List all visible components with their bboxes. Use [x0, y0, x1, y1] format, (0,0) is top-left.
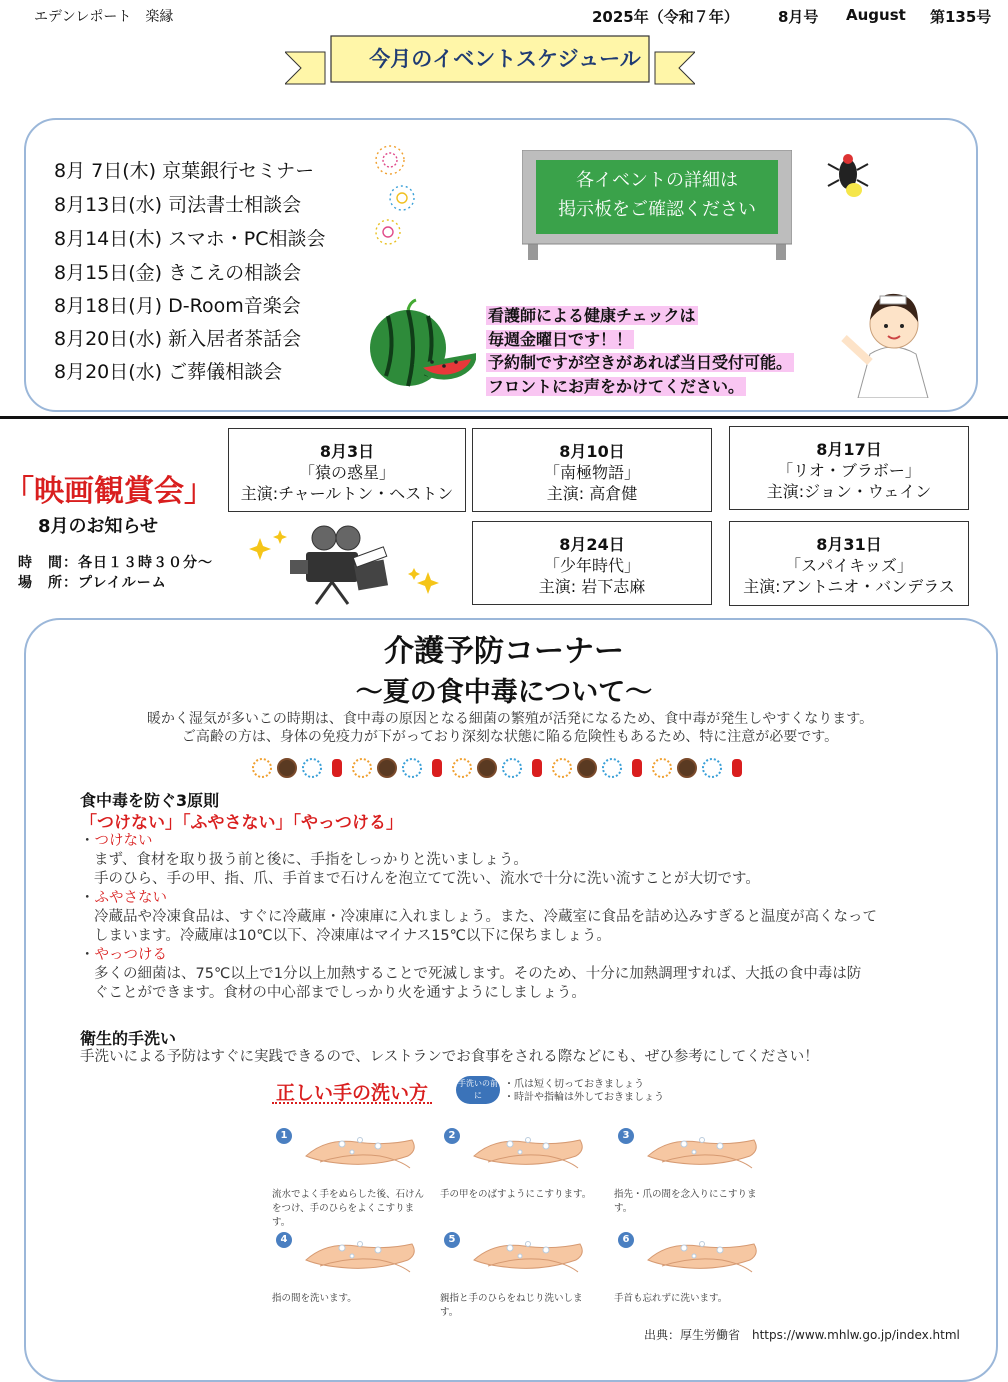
board-line: 各イベントの詳細は — [576, 170, 738, 191]
movie-date: 8月17日 — [816, 440, 882, 459]
decoration-mark — [478, 759, 496, 777]
principle-name: ふやさない — [94, 890, 167, 906]
step-caption: 流水でよく手をぬらした後、石けんをつけ、手のひらをよくこすります。 — [272, 1189, 425, 1228]
principle-text: まず、食材を取り扱う前と後に、手指をしっかりと洗いましょう。 — [94, 852, 528, 868]
decoration-mark — [653, 759, 671, 777]
board-line: 掲示板をご確認ください — [558, 199, 756, 220]
header-year: 2025年（令和７年） — [592, 8, 739, 26]
nurse-line: フロントにお声をかけてください。 — [488, 376, 745, 396]
schedule-title: 今月のイベントスケジュール — [369, 47, 641, 71]
movie-date: 8月24日 — [559, 535, 625, 554]
movie-cast: 主演: 高倉健 — [546, 484, 638, 503]
event-item: 8月 7日(木) 京葉銀行セミナー — [54, 160, 315, 182]
decoration-mark — [353, 759, 371, 777]
decoration-mark — [332, 759, 342, 777]
decoration-mark — [553, 759, 571, 777]
handwash-heading: 衛生的手洗い — [80, 1029, 177, 1048]
movie-date: 8月3日 — [319, 442, 375, 461]
corner-subtitle: ～夏の食中毒について～ — [355, 677, 653, 708]
principle-text: 多くの細菌は、75℃以上で1分以上加熱することで死滅します。そのため、十分に加熱調理すれば、大抵の食中毒は防 — [94, 966, 862, 982]
handwash-text: 手洗いによる予防はすぐに実践できるので、レストランでお食事をされる際などにも、ぜひ参考にしてください！ — [80, 1049, 819, 1065]
step-caption: 手首も忘れずに洗います。 — [614, 1293, 728, 1304]
corner-title: 介護予防コーナー — [384, 634, 624, 669]
movie-cast: 主演:チャールトン・ヘストン — [240, 484, 454, 503]
movie-card — [472, 521, 712, 605]
movie-film-title: 「猿の惑星」 — [298, 463, 395, 482]
principle-block: ・つけない まず、食材を取り扱う前と後に、手指をしっかりと洗いましょう。 手のひら、手の甲、指、爪、手首まで石けんを泡立てて洗い、流水で十分に洗い流すことが大切です。 ・ふやさない 冷蔵品や冷凍食品は、すぐに冷蔵庫・冷凍庫に入れましょう。また、冷蔵室に食品を詰め込みすぎると温度が高くなって しまいます。冷蔵庫は10℃以下、冷凍庫はマイナス15℃以下に保ちましょう。 ・やっつける 多くの細菌は、75℃以上で1分以上加熱することで死滅します。そのため、十分に加熱調理すれば、大抵の食中毒は防 ぐことができます。食材の中心部までしっかり火を通すようにしましょう。 — [80, 833, 877, 1001]
movie-film-title: 「南極物語」 — [543, 463, 640, 482]
principles-heading: 食中毒を防ぐ3原則 — [80, 791, 220, 810]
decoration-mark — [678, 759, 696, 777]
decoration-mark — [532, 759, 542, 777]
step-number: 4 — [276, 1232, 292, 1248]
decoration-mark — [378, 759, 396, 777]
movie-card — [472, 428, 712, 512]
nurse-illustration — [840, 284, 944, 398]
step-number: 5 — [444, 1232, 460, 1248]
board-message — [540, 166, 774, 228]
publication-name: エデンレポート 楽縁 — [34, 9, 174, 25]
firefly-icon — [822, 150, 874, 204]
movie-film-title: 「少年時代」 — [543, 556, 640, 575]
handwash-chart-title: 正しい手の洗い方 — [276, 1082, 429, 1104]
step-number: 6 — [618, 1232, 634, 1248]
principles-slogan: 「つけない」「ふやさない」「やっつける」 — [80, 813, 403, 833]
source-credit: 出典：厚生労働省 https://www.mhlw.go.jp/index.html — [644, 1328, 960, 1342]
step-caption: 親指と手のひらをねじり洗いします。 — [440, 1293, 583, 1318]
step-number: 1 — [276, 1128, 292, 1144]
decoration-mark — [403, 759, 421, 777]
fireworks-icon — [372, 140, 422, 250]
decoration-mark — [253, 759, 271, 777]
hand-washing-illustration — [300, 1226, 420, 1282]
decoration-mark — [703, 759, 721, 777]
movie-camera-icon — [244, 522, 450, 606]
intro-line: 暖かく湿気が多いこの時期は、食中毒の原因となる細菌の繁殖が活発になるため、食中毒が発生しやすくなります。 — [146, 711, 874, 727]
decoration-mark — [303, 759, 321, 777]
header-issue: 第135号 — [930, 8, 992, 26]
movie-film-title: 「スパイキッズ」 — [785, 556, 913, 575]
hand-washing-illustration — [642, 1226, 762, 1282]
event-item: 8月18日(月) D-Room音楽会 — [54, 295, 301, 317]
nurse-line: 毎週金曜日です！！ — [488, 329, 633, 349]
movie-film-title: 「リオ・ブラボー」 — [777, 461, 921, 480]
summer-decoration-border — [250, 756, 762, 780]
hand-washing-illustration — [468, 1226, 588, 1282]
header-month: 8月号 — [778, 8, 819, 26]
decoration-mark — [578, 759, 596, 777]
movie-card — [228, 428, 466, 512]
event-item: 8月20日(水) 新入居者茶話会 — [54, 328, 302, 350]
principle-name: つけない — [94, 833, 153, 849]
event-item: 8月14日(木) スマホ・PC相談会 — [54, 228, 326, 250]
decoration-mark — [732, 759, 742, 777]
hand-washing-illustration — [642, 1122, 762, 1178]
decoration-mark — [503, 759, 521, 777]
movie-date: 8月31日 — [816, 535, 882, 554]
movie-time: 時 間：各日１３時３０分～ — [18, 555, 213, 571]
event-item: 8月15日(金) きこえの相談会 — [54, 262, 302, 284]
pre-wash-badge: 手洗いの前に — [456, 1076, 500, 1104]
step-number: 2 — [444, 1128, 460, 1144]
nurse-line: 予約制ですが空きがあれば当日受付可能。 — [488, 353, 793, 372]
movie-cast: 主演: 岩下志麻 — [538, 577, 646, 596]
pre-note: ・時計や指輪は外しておきましょう — [504, 1092, 664, 1103]
title-underline — [272, 1102, 432, 1104]
decoration-mark — [603, 759, 621, 777]
principle-text: 手のひら、手の甲、指、爪、手首まで石けんを泡立てて洗い、流水で十分に洗い流すことが大切です。 — [94, 871, 760, 887]
nurse-check-notice — [486, 304, 794, 398]
movie-subtitle: 8月のお知らせ — [38, 516, 158, 537]
principle-text: ぐことができます。食材の中心部までしっかり火を通すようにしましょう。 — [94, 985, 586, 1001]
step-caption: 指先・爪の間を念入りにこすります。 — [614, 1189, 757, 1214]
event-item: 8月13日(水) 司法書士相談会 — [54, 194, 302, 216]
hand-washing-illustration — [468, 1122, 588, 1178]
step-number: 3 — [618, 1128, 634, 1144]
principle-text: 冷蔵品や冷凍食品は、すぐに冷蔵庫・冷凍庫に入れましょう。また、冷蔵室に食品を詰め込みすぎると温度が高くなって — [94, 909, 877, 925]
movie-date: 8月10日 — [559, 442, 625, 461]
movie-card — [729, 426, 969, 510]
nurse-line: 看護師による健康チェックは — [488, 306, 696, 325]
principle-name: やっつける — [94, 947, 167, 963]
header-month-en: August — [846, 6, 906, 24]
movie-cast: 主演:アントニオ・バンデラス — [743, 577, 955, 596]
principle-text: しまいます。冷蔵庫は10℃以下、冷凍庫はマイナス15℃以下に保ちましょう。 — [94, 928, 611, 944]
decoration-mark — [453, 759, 471, 777]
hand-washing-illustration — [300, 1122, 420, 1178]
section-divider — [0, 416, 1008, 419]
movie-title: 「映画観賞会」 — [4, 474, 214, 509]
movie-place: 場 所：プレイルーム — [18, 575, 167, 591]
step-caption: 指の間を洗います。 — [272, 1293, 357, 1304]
pre-note: ・爪は短く切っておきましょう — [504, 1079, 644, 1090]
decoration-mark — [432, 759, 442, 777]
event-item: 8月20日(水) ご葬儀相談会 — [54, 361, 283, 383]
movie-card — [729, 521, 969, 606]
movie-cast: 主演:ジョン・ウェイン — [766, 482, 932, 501]
decoration-mark — [632, 759, 642, 777]
pre-wash-notes — [504, 1078, 664, 1104]
intro-line: ご高齢の方は、身体の免疫力が下がっており深刻な状態に陥る危険性もあるため、特に注意が必要です。 — [181, 729, 839, 745]
step-caption: 手の甲をのばすようにこすります。 — [440, 1189, 592, 1200]
decoration-mark — [278, 759, 296, 777]
watermelon-icon — [368, 296, 476, 392]
